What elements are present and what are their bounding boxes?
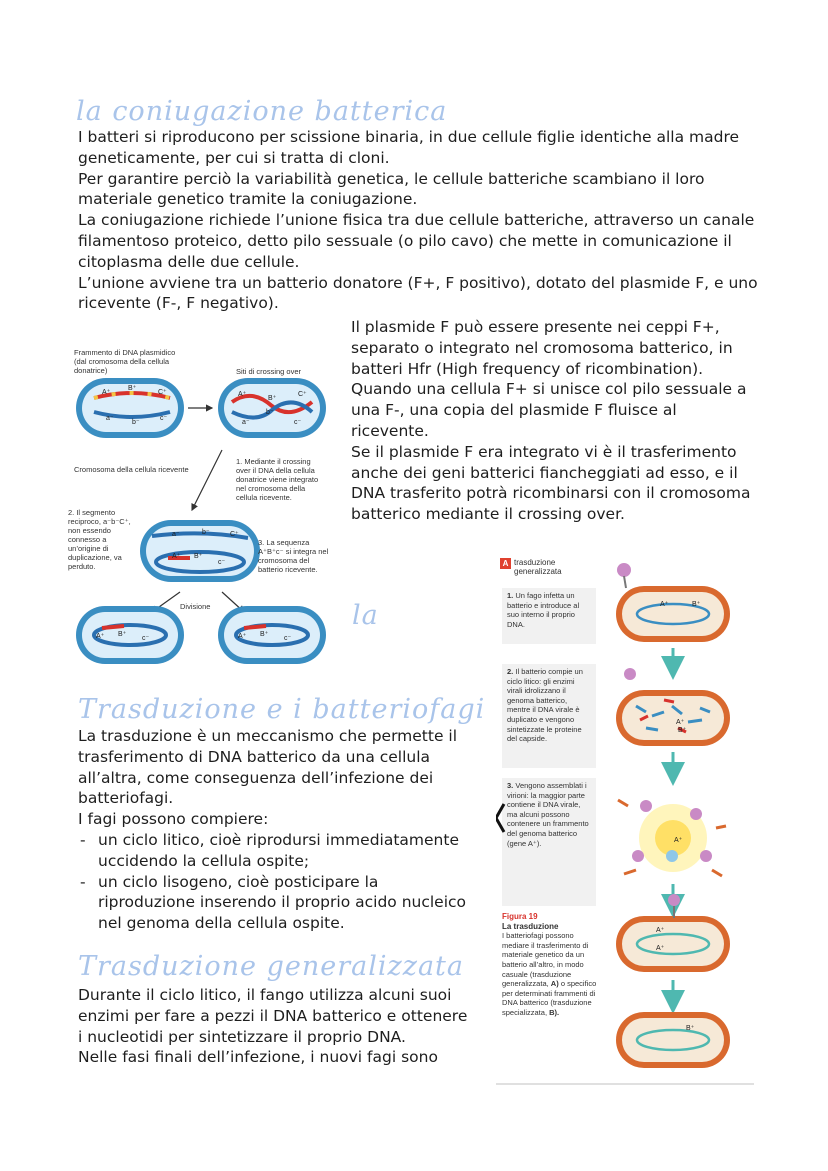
gene-label: A⁺ (660, 601, 669, 608)
caption-text: I batteriofagi possono mediare il trasferimento di materiale genetico da un batterio all’altro, in modo casuale (trasduzione generalizzata, (502, 931, 589, 989)
figure-number: Figura 19 (502, 912, 538, 921)
gene-label: B⁺ (678, 727, 687, 734)
gene-label: B⁺ (260, 631, 269, 638)
transduction-diagram (496, 556, 756, 1086)
gene-label: c⁻ (294, 419, 302, 426)
step-text: Un fago infetta un batterio e introduce al suo interno il proprio DNA. (507, 591, 580, 629)
gene-label: C⁺ (230, 531, 239, 538)
coniugazione-text (78, 127, 758, 314)
gene-label: A⁺ (656, 945, 665, 952)
lysis-burst (618, 800, 726, 876)
figure-header: trasduzione generalizzata (514, 558, 562, 576)
gene-label: a⁻ (172, 531, 180, 538)
gene-label: c⁻ (142, 635, 150, 642)
cell-5 (218, 606, 326, 664)
paragraph: La trasduzione è un meccanismo che permette il trasferimento di DNA batterico da una cellula all’altra, come conseguenza dell’infezione dei batteriofagi. (78, 727, 458, 808)
gene-label: B⁺ (118, 631, 127, 638)
paragraph: L’unione avviene tra un batterio donatore (F+, F positivo), dotato del plasmide F, e uno ricevente (F-, F negativo). (78, 273, 758, 313)
cell-3 (140, 520, 260, 582)
gene-label: A⁺ (656, 927, 665, 934)
plasmide-text (351, 317, 751, 525)
gene-label: b⁻ (132, 419, 140, 426)
paragraph: Per garantire perciò la variabilità genetica, le cellule batteriche scambiano il loro materiale genetico tramite la coniugazione. (78, 169, 705, 209)
gene-label: a⁻ (242, 419, 250, 426)
paragraph: Se il plasmide F era integrato vi è il trasferimento anche dei geni batterici fiancheggiati ad esso, e il DNA trasferito potrà ricombinarsi con il cromosoma batterico mediante il crossing over. (351, 442, 751, 524)
gene-label: c⁻ (284, 635, 292, 642)
bacterium-4 (616, 1012, 730, 1068)
step-text: Il batterio compie un ciclo litico: gli enzimi virali idrolizzano il genoma batterico, mentre il DNA virale è duplicato e vengono sintetizzate le proteine del capside. (507, 667, 583, 744)
gene-label: B⁺ (194, 553, 203, 560)
gene-label: A⁺ (102, 389, 111, 396)
gene-label: B⁺ (692, 601, 701, 608)
step-text: Vengono assemblati i virioni: la maggior parte contiene il DNA virale, ma alcuni possono contenere un frammento del genoma batterico (gene A⁺). (507, 781, 589, 848)
paragraph: I batteri si riproducono per scissione binaria, in due cellule figlie identiche alla madre geneticamente, per cui si tratta di cloni. (78, 128, 740, 167)
gene-label: A⁺ (238, 633, 247, 640)
list-item: - un ciclo lisogeno, cioè posticipare la riproduzione inserendo il proprio acido nucleico nel genoma della cellula ospite. (78, 872, 478, 934)
gene-label: A⁺ (172, 553, 181, 560)
figure-badge: A (500, 558, 511, 569)
bacterium-1 (616, 563, 730, 642)
label-divisione: Divisione (180, 602, 211, 611)
label-step1: 1. Mediante il crossing over il DNA della cellula donatrice viene integrato nel cromosoma della cellula ricevente. (236, 457, 319, 502)
gene-label: C⁺ (298, 391, 307, 398)
label-frammento: Frammento di DNA plasmidico (dal cromosoma della cellula donatrice) (74, 348, 176, 375)
gene-label: A⁺ (96, 633, 105, 640)
paragraph: Nelle fasi finali dell’infezione, i nuovi fagi sono (78, 1048, 438, 1067)
gene-label: a⁻ (106, 415, 114, 422)
section-title-trasduzione: Trasduzione e i batteriofagi (78, 694, 486, 725)
label-siti: Siti di crossing over (236, 367, 302, 376)
caption-ref-b: B). (549, 1007, 560, 1017)
gene-label: c⁻ (160, 415, 168, 422)
bacterium-3 (616, 894, 730, 972)
list-item: - un ciclo litico, cioè riprodursi immediatamente uccidendo la cellula ospite; (78, 830, 478, 872)
caption-ref-a: A) (550, 979, 559, 989)
step-number: 1. (507, 591, 514, 600)
figure-title: La trasduzione (502, 921, 559, 931)
generalizzata-text (78, 985, 473, 1068)
cell-2 (218, 378, 326, 438)
label-cromosoma: Cromosoma della cellula ricevente (74, 465, 189, 474)
gene-label: b⁻ (202, 529, 210, 536)
gene-label: B⁺ (268, 395, 277, 402)
step-number: 3. (507, 781, 514, 790)
caption-text-mid: o specifico per determinati frammenti di DNA batterico (trasduzione specializzata, (502, 979, 597, 1017)
gene-label: A⁺ (238, 391, 247, 398)
paragraph: La coniugazione richiede l’unione fisica tra due cellule batteriche, attraverso un canale filamentoso proteico, detto pilo sessuale (o pilo cavo) che mette in comunicazione il citoplasma delle due cellule. (78, 211, 755, 271)
cell-4 (76, 606, 184, 664)
gene-label: c⁻ (218, 559, 226, 566)
label-step3: 3. La sequenza A⁺B⁺c⁻ si integra nel cromosoma del batterio ricevente. (258, 538, 329, 574)
section-title-generalizzata: Trasduzione generalizzata (78, 951, 465, 982)
trasduzione-text (78, 726, 478, 934)
section-title-coniugazione: la coniugazione batterica (76, 96, 448, 127)
gene-label: b⁻ (266, 409, 274, 416)
step-number: 2. (507, 667, 514, 676)
stray-title-fragment: la (352, 600, 379, 631)
gene-label: B⁺ (128, 385, 137, 392)
figure-trasduzione (496, 556, 756, 1086)
paragraph: I fagi possono compiere: (78, 810, 269, 829)
gene-label: C⁺ (158, 389, 167, 396)
conjugation-diagram (72, 340, 342, 670)
paragraph: Il plasmide F può essere presente nei ceppi F+, separato o integrato nel cromosoma batterico, in batteri Hfr (High frequency of ricombination). Quando una cellula F+ si unisce col pilo sessuale a una F-, una copia del plasmide F fluisce al ricevente. (351, 318, 747, 440)
gene-label: A⁺ (676, 719, 685, 726)
figure-coniugazione (68, 340, 342, 670)
phage-cycles-list (78, 830, 478, 934)
bacterium-2 (616, 668, 730, 746)
paragraph: Durante il ciclo litico, il fango utilizza alcuni suoi enzimi per fare a pezzi il DNA batterico e ottenere i nucleotidi per sintetizzare il proprio DNA. (78, 986, 468, 1046)
label-step2: 2. Il segmento reciproco, a⁻b⁻C⁺, non essendo connesso a un’origine di duplicazione, va perduto. (68, 508, 131, 571)
gene-label: A⁺ (674, 837, 683, 844)
gene-label: B⁺ (686, 1025, 695, 1032)
